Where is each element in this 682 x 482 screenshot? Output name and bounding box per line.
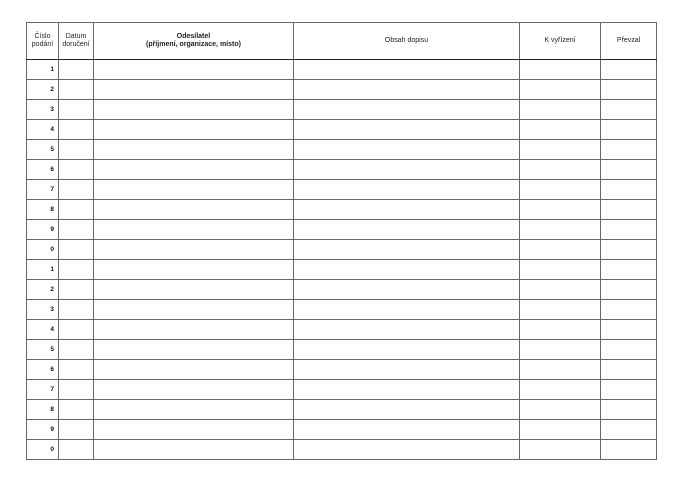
cell-letter-content[interactable]	[294, 440, 520, 460]
cell-sender[interactable]	[94, 80, 294, 100]
row-number: 3	[27, 300, 59, 320]
table-row	[27, 120, 657, 140]
cell-sender[interactable]	[94, 320, 294, 340]
cell-to-process[interactable]	[520, 240, 601, 260]
cell-received-by[interactable]	[601, 420, 657, 440]
cell-letter-content[interactable]	[294, 320, 520, 340]
cell-to-process[interactable]	[520, 280, 601, 300]
row-number: 5	[27, 340, 59, 360]
table-row	[27, 320, 657, 340]
row-number: 8	[27, 200, 59, 220]
col-header-letter-content	[294, 23, 520, 60]
cell-to-process[interactable]	[520, 180, 601, 200]
col-header-sender-line2: (příjmení, organizace, místo)	[146, 41, 241, 48]
row-number: 7	[27, 380, 59, 400]
cell-sender[interactable]	[94, 420, 294, 440]
row-number: 6	[27, 160, 59, 180]
col-header-number	[27, 23, 59, 60]
cell-sender[interactable]	[94, 200, 294, 220]
cell-delivery-date[interactable]	[59, 200, 94, 220]
cell-received-by[interactable]	[601, 340, 657, 360]
table-row	[27, 440, 657, 460]
cell-letter-content[interactable]	[294, 220, 520, 240]
col-header-delivery-date-line1: Datum	[65, 33, 87, 40]
cell-delivery-date[interactable]	[59, 260, 94, 280]
cell-to-process[interactable]	[520, 440, 601, 460]
cell-letter-content[interactable]	[294, 280, 520, 300]
cell-received-by[interactable]	[601, 120, 657, 140]
cell-received-by[interactable]	[601, 220, 657, 240]
cell-to-process[interactable]	[520, 220, 601, 240]
table-row	[27, 260, 657, 280]
col-header-delivery-date-line2: doručení	[62, 41, 90, 48]
cell-delivery-date[interactable]	[59, 80, 94, 100]
cell-delivery-date[interactable]	[59, 340, 94, 360]
row-number: 3	[27, 100, 59, 120]
cell-received-by[interactable]	[601, 280, 657, 300]
row-number: 0	[27, 440, 59, 460]
cell-delivery-date[interactable]	[59, 380, 94, 400]
cell-sender[interactable]	[94, 280, 294, 300]
cell-received-by[interactable]	[601, 360, 657, 380]
cell-delivery-date[interactable]	[59, 360, 94, 380]
table-row	[27, 200, 657, 220]
cell-received-by[interactable]	[601, 300, 657, 320]
cell-delivery-date[interactable]	[59, 400, 94, 420]
row-number: 1	[27, 260, 59, 280]
row-number: 0	[27, 240, 59, 260]
cell-sender[interactable]	[94, 360, 294, 380]
table-row	[27, 60, 657, 80]
cell-letter-content[interactable]	[294, 300, 520, 320]
cell-to-process[interactable]	[520, 100, 601, 120]
cell-delivery-date[interactable]	[59, 220, 94, 240]
cell-received-by[interactable]	[601, 60, 657, 80]
cell-delivery-date[interactable]	[59, 60, 94, 80]
cell-delivery-date[interactable]	[59, 160, 94, 180]
col-header-to-process	[520, 23, 601, 60]
col-header-delivery-date	[59, 23, 94, 60]
table-row	[27, 220, 657, 240]
cell-delivery-date[interactable]	[59, 240, 94, 260]
cell-sender[interactable]	[94, 120, 294, 140]
cell-letter-content[interactable]	[294, 120, 520, 140]
cell-delivery-date[interactable]	[59, 440, 94, 460]
table-row	[27, 180, 657, 200]
row-number: 2	[27, 80, 59, 100]
cell-received-by[interactable]	[601, 400, 657, 420]
col-header-number-line1: Číslo	[34, 33, 51, 40]
cell-letter-content[interactable]	[294, 80, 520, 100]
cell-to-process[interactable]	[520, 380, 601, 400]
cell-sender[interactable]	[94, 100, 294, 120]
col-header-letter-content-label: Obsah dopisu	[384, 37, 429, 44]
cell-letter-content[interactable]	[294, 360, 520, 380]
col-header-sender	[94, 23, 294, 60]
cell-sender[interactable]	[94, 180, 294, 200]
cell-to-process[interactable]	[520, 120, 601, 140]
cell-received-by[interactable]	[601, 260, 657, 280]
cell-sender[interactable]	[94, 60, 294, 80]
row-number: 4	[27, 320, 59, 340]
cell-sender[interactable]	[94, 440, 294, 460]
row-number: 9	[27, 420, 59, 440]
table-row	[27, 160, 657, 180]
row-number: 9	[27, 220, 59, 240]
table-row	[27, 140, 657, 160]
cell-received-by[interactable]	[601, 380, 657, 400]
cell-letter-content[interactable]	[294, 240, 520, 260]
cell-sender[interactable]	[94, 300, 294, 320]
cell-sender[interactable]	[94, 140, 294, 160]
col-header-number-line2: podání	[31, 41, 54, 48]
header-row	[27, 23, 657, 60]
cell-sender[interactable]	[94, 340, 294, 360]
cell-delivery-date[interactable]	[59, 140, 94, 160]
cell-letter-content[interactable]	[294, 260, 520, 280]
cell-letter-content[interactable]	[294, 340, 520, 360]
row-number: 1	[27, 60, 59, 80]
cell-letter-content[interactable]	[294, 180, 520, 200]
cell-delivery-date[interactable]	[59, 280, 94, 300]
col-header-received-by	[601, 23, 657, 60]
table-row	[27, 340, 657, 360]
col-header-sender-line1: Odesílatel	[176, 33, 211, 40]
cell-received-by[interactable]	[601, 140, 657, 160]
cell-to-process[interactable]	[520, 340, 601, 360]
cell-sender[interactable]	[94, 380, 294, 400]
row-number: 2	[27, 280, 59, 300]
cell-letter-content[interactable]	[294, 200, 520, 220]
cell-to-process[interactable]	[520, 60, 601, 80]
row-number: 7	[27, 180, 59, 200]
cell-to-process[interactable]	[520, 320, 601, 340]
table-row	[27, 420, 657, 440]
table-row	[27, 400, 657, 420]
cell-received-by[interactable]	[601, 440, 657, 460]
cell-delivery-date[interactable]	[59, 320, 94, 340]
cell-to-process[interactable]	[520, 300, 601, 320]
table-row	[27, 80, 657, 100]
cell-received-by[interactable]	[601, 240, 657, 260]
cell-to-process[interactable]	[520, 140, 601, 160]
row-number: 6	[27, 360, 59, 380]
cell-to-process[interactable]	[520, 360, 601, 380]
table-row	[27, 240, 657, 260]
cell-letter-content[interactable]	[294, 60, 520, 80]
table-row	[27, 300, 657, 320]
cell-delivery-date[interactable]	[59, 420, 94, 440]
cell-to-process[interactable]	[520, 260, 601, 280]
cell-letter-content[interactable]	[294, 160, 520, 180]
col-header-to-process-label: K vyřízení	[544, 37, 576, 44]
cell-to-process[interactable]	[520, 160, 601, 180]
cell-received-by[interactable]	[601, 200, 657, 220]
cell-to-process[interactable]	[520, 400, 601, 420]
cell-received-by[interactable]	[601, 180, 657, 200]
cell-sender[interactable]	[94, 240, 294, 260]
table-row	[27, 360, 657, 380]
mail-register-table	[26, 22, 657, 460]
table-row	[27, 280, 657, 300]
cell-sender[interactable]	[94, 220, 294, 240]
table-row	[27, 380, 657, 400]
row-number: 8	[27, 400, 59, 420]
col-header-received-by-label: Převzal	[616, 37, 641, 44]
cell-letter-content[interactable]	[294, 420, 520, 440]
cell-to-process[interactable]	[520, 80, 601, 100]
table-body	[27, 60, 657, 460]
table-row	[27, 100, 657, 120]
cell-received-by[interactable]	[601, 160, 657, 180]
cell-delivery-date[interactable]	[59, 120, 94, 140]
cell-received-by[interactable]	[601, 100, 657, 120]
cell-letter-content[interactable]	[294, 140, 520, 160]
cell-delivery-date[interactable]	[59, 300, 94, 320]
cell-delivery-date[interactable]	[59, 100, 94, 120]
cell-delivery-date[interactable]	[59, 180, 94, 200]
cell-to-process[interactable]	[520, 420, 601, 440]
cell-sender[interactable]	[94, 400, 294, 420]
row-number: 5	[27, 140, 59, 160]
cell-sender[interactable]	[94, 260, 294, 280]
cell-letter-content[interactable]	[294, 380, 520, 400]
cell-letter-content[interactable]	[294, 100, 520, 120]
cell-letter-content[interactable]	[294, 400, 520, 420]
cell-received-by[interactable]	[601, 320, 657, 340]
row-number: 4	[27, 120, 59, 140]
cell-received-by[interactable]	[601, 80, 657, 100]
cell-to-process[interactable]	[520, 200, 601, 220]
cell-sender[interactable]	[94, 160, 294, 180]
